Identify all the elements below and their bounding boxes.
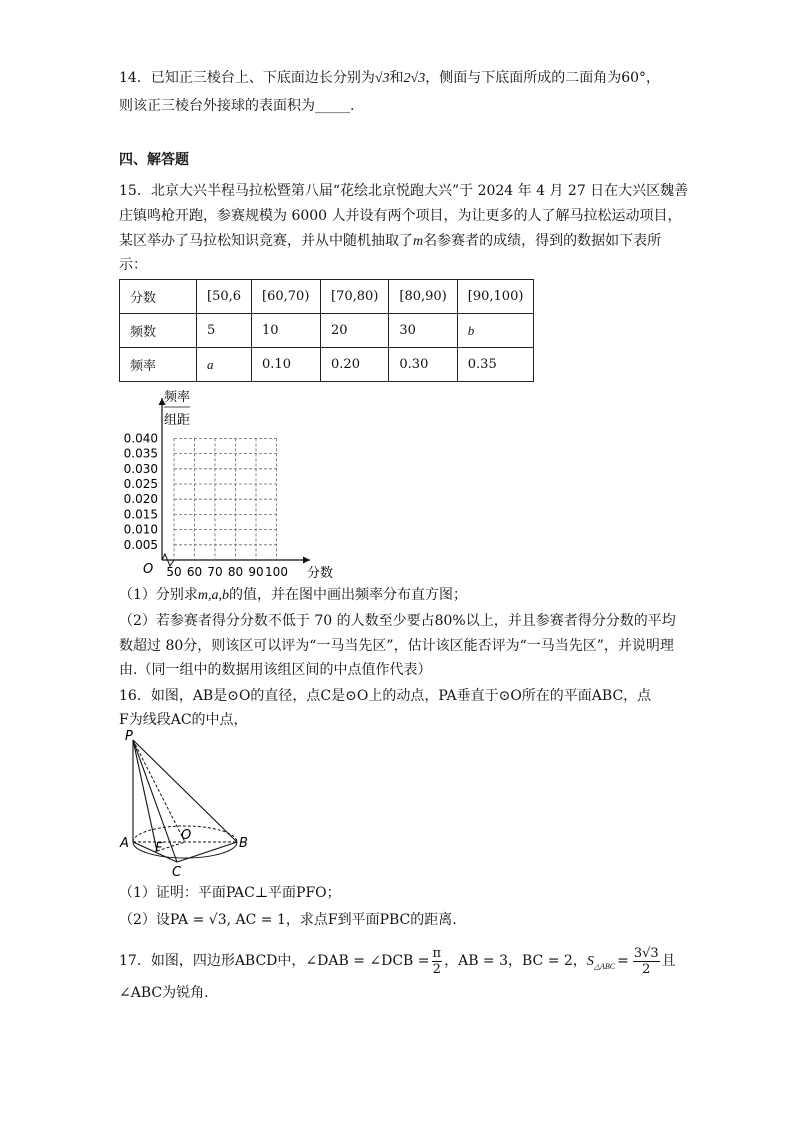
fraction-pi-2 (432, 946, 443, 977)
q16-sub1: （1）证明：平面PAC⊥平面PFO； (119, 885, 341, 901)
frac1-den: 2 (432, 961, 441, 977)
equals-sign: = (617, 953, 629, 969)
q15-sub2-line3: 由.（同一组中的数据用该组区间的中点值作代表） (119, 662, 432, 678)
area-symbol: S (586, 954, 594, 969)
q15-sub2-line1: （2）若参赛者得分分数不低于 70 的人数至少要占80%以上，并且参赛者得分分数的平均 (119, 613, 676, 629)
table-cell: b (457, 314, 534, 348)
origin-label: O (143, 562, 154, 577)
frac2-num: 3√3 (633, 945, 659, 961)
section-title: 四、解答题 (119, 152, 189, 168)
table-cell: a (197, 348, 252, 382)
q15-sub1-b: 的值，并在图中画出频率分布直方图； (229, 587, 468, 603)
q17-text-a: 17．如图，四边形ABCD中，∠DAB = ∠DCB = (119, 953, 430, 969)
x-title: 分数 (307, 566, 334, 581)
histogram-grid (110, 390, 340, 585)
q15-sub2-line2: 数超过 80分，则该区可以评为“一马当先区”，估计该区能否评为“一马当先区”，并说明理 (119, 638, 674, 654)
label-A: A (120, 836, 129, 851)
table-cell: 0.10 (252, 348, 321, 382)
label-P: P (125, 729, 133, 744)
table-cell: 20 (321, 314, 389, 348)
table-cell: 10 (252, 314, 321, 348)
vars-mab: m,a,b (197, 588, 230, 603)
table-cell: 0.30 (389, 348, 457, 382)
y-tick-label: 0.005 (123, 537, 158, 552)
table-row (120, 280, 534, 314)
q15-sub1 (119, 585, 467, 606)
base-ellipse-front (133, 842, 237, 858)
table-cell: 5 (197, 314, 252, 348)
edge-CB (177, 842, 237, 862)
x-tick-label: 90 (248, 565, 264, 579)
table-cell: [90,100) (457, 280, 534, 314)
q15-line3 (119, 231, 661, 252)
table-cell: 0.35 (457, 348, 534, 382)
table-cell: 频率 (120, 348, 197, 382)
y-tick-label: 0.020 (123, 492, 158, 507)
frac2-den: 2 (642, 961, 651, 977)
edge-PO (133, 740, 185, 842)
var-m: m (413, 234, 424, 249)
x-tick-label: 100 (265, 565, 288, 579)
frac1-num: π (432, 945, 442, 961)
q15-line1: 15．北京大兴半程马拉松暨第八届“花绘北京悦跑大兴”于 2024 年 4 月 27 日在大兴区魏善 (119, 183, 689, 199)
q16-line2: F为线段AC的中点， (119, 712, 248, 728)
x-tick-label: 70 (207, 565, 223, 579)
fraction-3sqrt3-2 (633, 946, 660, 977)
q14-line1 (119, 68, 660, 89)
table-cell: 0.20 (321, 348, 389, 382)
label-F: F (155, 841, 163, 856)
label-B: B (239, 836, 248, 851)
table-cell: 分数 (120, 280, 197, 314)
q14-text-b: ，侧面与下底面所成的二面角为60°， (425, 70, 661, 86)
y-tick-label: 0.030 (123, 461, 158, 476)
table-cell: [70,80) (321, 280, 389, 314)
y-tick-label: 0.035 (123, 446, 158, 461)
table-cell: [60,70) (252, 280, 321, 314)
y-tick-label: 0.025 (123, 477, 158, 491)
q17-line1 (119, 944, 676, 978)
q14-text-a: 14．已知正三棱台上、下底面边长分别为 (119, 70, 375, 86)
x-tick-label: 60 (186, 565, 203, 579)
label-C: C (172, 865, 182, 878)
x-tick-label: 80 (227, 565, 244, 579)
q15-sub1-a: （1）分别求 (119, 587, 198, 603)
sqrt3-expr: √3 (374, 71, 390, 86)
frequency-table (119, 279, 534, 382)
table-row (120, 314, 534, 348)
two-sqrt3-expr: 2√3 (403, 71, 426, 86)
y-tick-label: 0.010 (123, 522, 158, 537)
q17-text-c: 且 (661, 953, 676, 969)
table-cell: 30 (389, 314, 457, 348)
y-title-top: 频率 (164, 390, 191, 405)
x-tick-label: 50 (166, 565, 182, 579)
q17-line2: ∠ABC为锐角. (119, 985, 209, 1001)
y-title-bottom: 组距 (164, 413, 191, 428)
q17-text-b: ，AB = 3，BC = 2， (444, 953, 587, 969)
cone-figure (115, 728, 255, 878)
q16-sub2: （2）设PA = √3, AC = 1，求点F到平面PBC的距离. (119, 912, 457, 928)
label-O: O (181, 828, 192, 843)
table-cell: [50,6 (197, 280, 252, 314)
q15-line3-b: 名参赛者的成绩，得到的数据如下表所 (423, 233, 662, 249)
table-cell: [80,90) (389, 280, 457, 314)
q15-line3-a: 某区举办了马拉松知识竞赛，并从中随机抽取了 (119, 233, 413, 249)
q14-line2: 则该正三棱台外接球的表面积为_____. (119, 98, 355, 114)
q16-line1: 16．如图，AB是⊙O的直径，点C是⊙O上的动点，PA垂直于⊙O所在的平面ABC，点 (119, 688, 652, 704)
area-subscript: △ABC (593, 961, 616, 971)
y-tick-label: 0.040 (123, 431, 158, 446)
q14-text-and: 和 (389, 70, 404, 86)
edge-PB (133, 740, 237, 842)
table-cell: 频数 (120, 314, 197, 348)
q15-line4: 示： (119, 257, 147, 273)
y-tick-label: 0.015 (123, 507, 158, 522)
table-row (120, 348, 534, 382)
q15-line2: 庄镇鸣枪开跑，参赛规模为 6000 人并设有两个项目，为让更多的人了解马拉松运动项目， (119, 208, 682, 224)
